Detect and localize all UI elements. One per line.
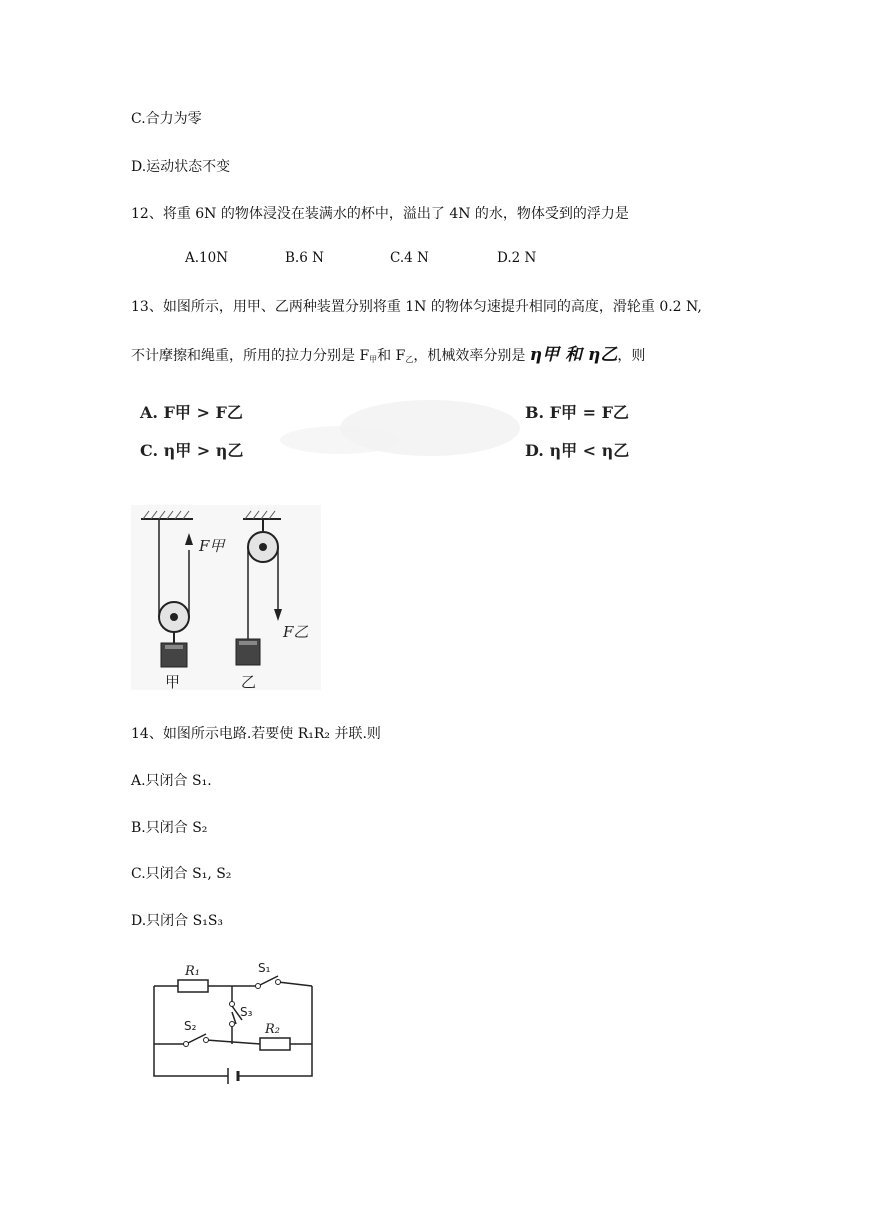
question-12-options: [185, 250, 605, 270]
q13-choice-c: C. η甲 > η乙: [140, 441, 244, 460]
switch-s2: [184, 1034, 209, 1047]
battery: [228, 1068, 238, 1084]
q13-text-b: ，机械效率分别是: [413, 348, 526, 364]
q13-sub-yi: 乙: [405, 355, 414, 364]
resistor-r1: [178, 980, 208, 992]
q12-option-a: A.10N: [185, 250, 229, 266]
label-f-yi: F乙: [283, 623, 309, 641]
label-s1: S₁: [258, 961, 271, 975]
question-13-line2: [131, 340, 645, 365]
q13-choice-b: B. F甲 = F乙: [525, 403, 629, 422]
q13-choice-a: A. F甲 > F乙: [140, 403, 243, 422]
label-yi: 乙: [241, 673, 257, 690]
q14-option-b: B.只闭合 S₂: [131, 820, 208, 836]
question-12: 12、将重 6N 的物体浸没在装满水的杯中，溢出了 4N 的水，物体受到的浮力是: [131, 206, 629, 222]
circuit-wires: [154, 982, 312, 1076]
label-f-jia: F甲: [199, 537, 225, 555]
q14-option-c: C.只闭合 S₁, S₂: [131, 866, 232, 882]
label-r1: R₁: [185, 964, 200, 979]
label-s3: S₃: [240, 1005, 253, 1019]
q13-sub-jia: 甲: [369, 355, 378, 364]
pulley-figure: [131, 505, 321, 690]
q13-text-a: 不计摩擦和绳重，所用的拉力分别是 F: [131, 348, 370, 364]
question-13-choices: [140, 390, 660, 470]
q12-option-c: C.4 N: [390, 250, 429, 266]
option-c-line: C.合力为零: [131, 111, 202, 127]
q14-option-d: D.只闭合 S₁S₃: [131, 913, 224, 929]
label-jia: 甲: [165, 673, 181, 690]
switch-s1: [256, 976, 281, 989]
q12-option-b: B.6 N: [285, 250, 324, 266]
label-r2: R₂: [265, 1022, 280, 1037]
q13-choice-d: D. η甲 < η乙: [525, 441, 630, 460]
label-s2: S₂: [184, 1019, 197, 1033]
q12-option-d: D.2 N: [497, 250, 537, 266]
q14-option-a: A.只闭合 S₁.: [131, 773, 212, 789]
question-14-stem: 14、如图所示电路.若要使 R₁R₂ 并联.则: [131, 726, 381, 742]
q13-text-he: 和 F: [377, 348, 406, 364]
option-d-line: D.运动状态不变: [131, 159, 231, 175]
q13-text-ze: ，则: [617, 348, 646, 364]
q13-eta-formula: η甲 和 η乙: [529, 345, 618, 365]
circuit-figure: [148, 958, 318, 1088]
question-13-line1: 13、如图所示，用甲、乙两种装置分别将重 1N 的物体匀速提升相同的高度，滑轮重 0.2 N,: [131, 299, 702, 315]
resistor-r2: [260, 1038, 290, 1050]
